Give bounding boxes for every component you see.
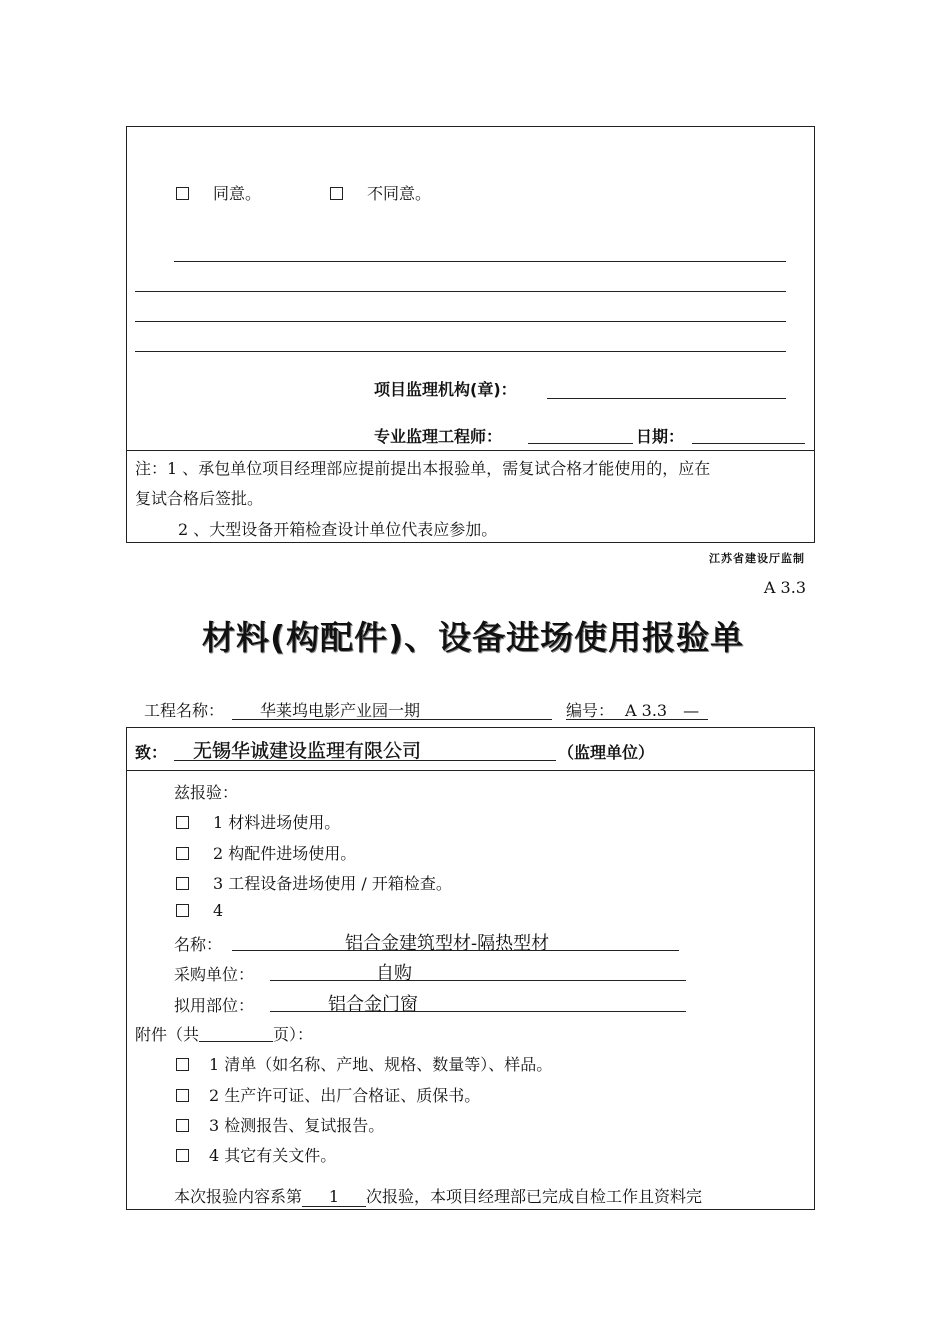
material-name-value[interactable]: 铝合金建筑型材-隔热型材 xyxy=(345,933,550,954)
to-label: 致： xyxy=(135,743,168,762)
report-item-4[interactable] xyxy=(176,901,223,920)
supervisor-suffix: （监理单位） xyxy=(558,743,655,762)
report-intro: 兹报验： xyxy=(174,783,239,802)
usage-location-label: 拟用部位： xyxy=(174,996,255,1015)
purchaser-underline xyxy=(270,980,686,981)
note-line-3: 2 、大型设备开箱检查设计单位代表应参加。 xyxy=(178,520,498,539)
engineer-label: 专业监理工程师： xyxy=(374,427,503,446)
report-item-label: 3 工程设备进场使用 / 开箱检查。 xyxy=(213,874,452,893)
purchaser-value[interactable]: 自购 xyxy=(376,963,412,984)
attachment-checkbox[interactable] xyxy=(176,1058,189,1071)
closing-statement xyxy=(174,1184,702,1207)
org-stamp-field[interactable] xyxy=(547,398,786,399)
form-number-label: 编号： xyxy=(566,701,615,720)
form-code: A 3.3 xyxy=(763,578,806,597)
addressee-divider xyxy=(126,770,815,771)
report-item-checkbox[interactable] xyxy=(176,877,189,890)
disagree-option[interactable] xyxy=(330,181,431,204)
form-title: 材料(构配件)、设备进场使用报验单 xyxy=(202,618,745,657)
report-item-3[interactable] xyxy=(176,871,452,894)
attachment-checkbox[interactable] xyxy=(176,1149,189,1162)
project-name-value[interactable]: 华莱坞电影产业园一期 xyxy=(260,701,421,720)
report-item-checkbox[interactable] xyxy=(176,904,189,917)
report-item-checkbox[interactable] xyxy=(176,816,189,829)
purchaser-label: 采购单位： xyxy=(174,965,255,984)
form-number-underline xyxy=(566,719,708,720)
comment-line-2[interactable] xyxy=(135,291,786,292)
material-name-label: 名称： xyxy=(174,935,223,954)
attachment-label: 2 生产许可证、出厂合格证、质保书。 xyxy=(209,1086,481,1105)
attachment-page-count-field[interactable] xyxy=(199,1027,273,1042)
comment-line-3[interactable] xyxy=(135,321,786,322)
disagree-label: 不同意。 xyxy=(367,184,432,203)
comment-line-1[interactable] xyxy=(174,261,786,262)
attachment-label: 1 清单（如名称、产地、规格、数量等）、样品。 xyxy=(209,1055,553,1074)
org-stamp-label: 项目监理机构(章)： xyxy=(374,380,517,399)
note-line-2: 复试合格后签批。 xyxy=(135,489,264,508)
report-item-label: 2 构配件进场使用。 xyxy=(213,844,357,863)
attachment-checkbox[interactable] xyxy=(176,1119,189,1132)
attachment-label: 3 检测报告、复试报告。 xyxy=(209,1116,385,1135)
usage-location-value[interactable]: 铝合金门窗 xyxy=(328,994,418,1015)
engineer-field[interactable] xyxy=(528,443,633,444)
agree-checkbox[interactable] xyxy=(176,187,189,200)
attachment-label: 4 其它有关文件。 xyxy=(209,1146,337,1165)
attachment-item-2[interactable] xyxy=(176,1083,480,1106)
to-value[interactable]: 无锡华诚建设监理有限公司 xyxy=(193,740,422,762)
report-item-label: 4 xyxy=(213,901,224,920)
comment-line-4[interactable] xyxy=(135,351,786,352)
project-name-label: 工程名称： xyxy=(144,701,225,720)
attachment-item-3[interactable] xyxy=(176,1113,384,1136)
attachments-heading xyxy=(135,1022,313,1045)
to-underline xyxy=(174,760,556,761)
date-field[interactable] xyxy=(692,443,805,444)
report-item-label: 1 材料进场使用。 xyxy=(213,813,341,832)
closing-suffix: 次报验，本项目经理部已完成自检工作且资料完 xyxy=(366,1187,703,1206)
issuer-label: 江苏省建设厅监制 xyxy=(709,552,805,565)
form-number-value[interactable]: A 3.3 — xyxy=(625,701,700,720)
attachment-checkbox[interactable] xyxy=(176,1089,189,1102)
report-count-value[interactable]: 1 xyxy=(302,1187,366,1207)
attachments-suffix: 页）： xyxy=(273,1025,314,1044)
material-name-underline xyxy=(232,950,679,951)
report-item-checkbox[interactable] xyxy=(176,847,189,860)
project-name-underline xyxy=(232,719,552,720)
note-line-1: 注：1 、承包单位项目经理部应提前提出本报验单，需复试合格才能使用的，应在 xyxy=(135,459,711,478)
date-label: 日期： xyxy=(636,427,685,446)
notes-divider xyxy=(126,450,815,451)
usage-location-underline xyxy=(270,1011,686,1012)
attachment-item-1[interactable] xyxy=(176,1052,552,1075)
disagree-checkbox[interactable] xyxy=(330,187,343,200)
attachment-item-4[interactable] xyxy=(176,1143,336,1166)
report-item-1[interactable] xyxy=(176,810,340,833)
agree-label: 同意。 xyxy=(213,184,262,203)
attachments-prefix: 附件（共 xyxy=(135,1025,200,1044)
agree-option[interactable] xyxy=(176,181,261,204)
closing-prefix: 本次报验内容系第 xyxy=(174,1187,303,1206)
report-item-2[interactable] xyxy=(176,841,356,864)
